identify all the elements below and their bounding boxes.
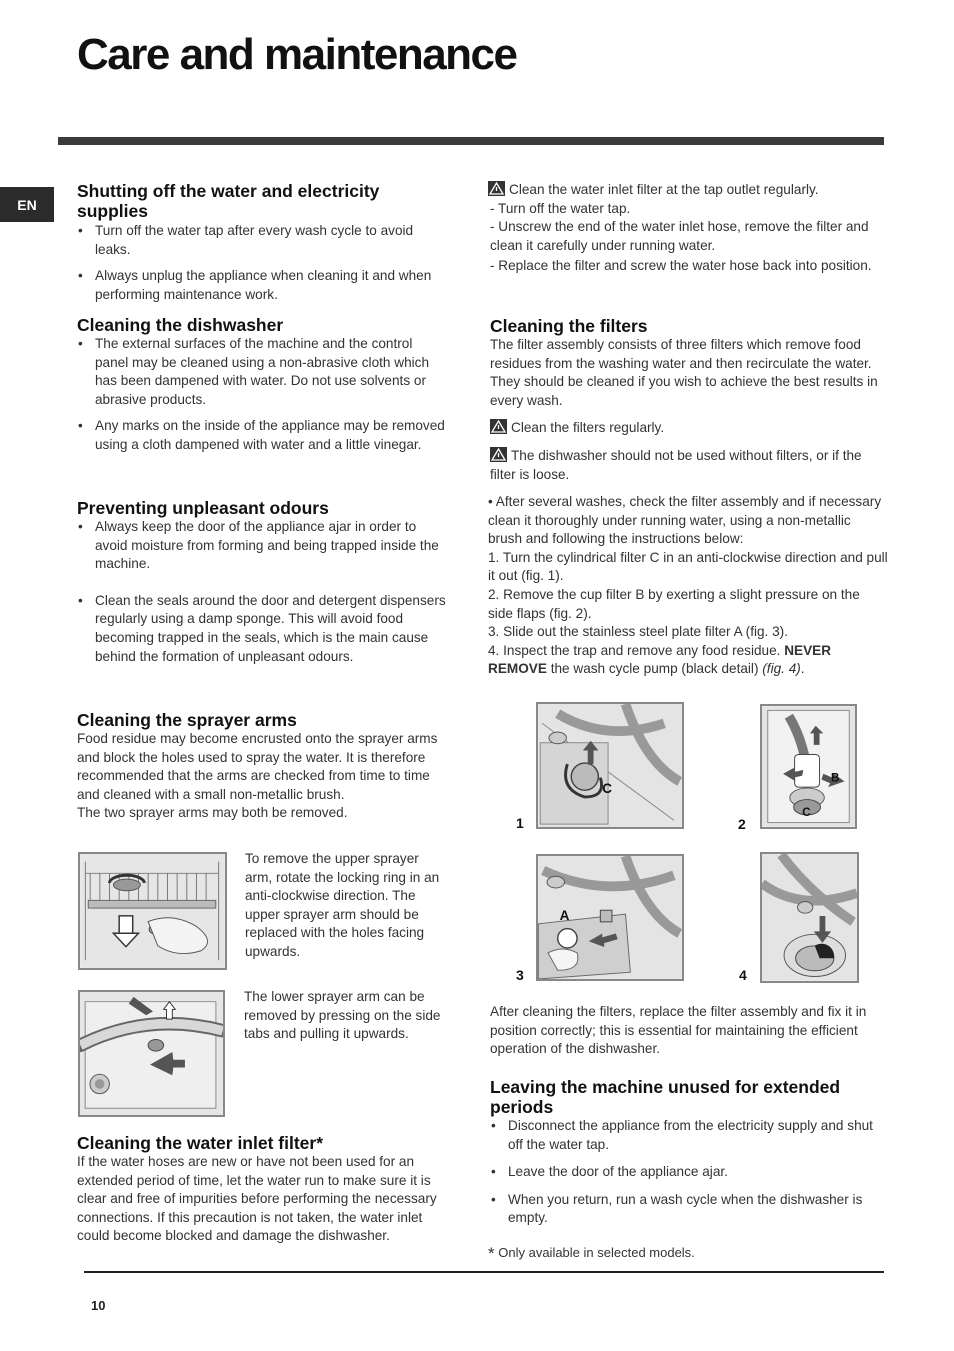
inlet-body: If the water hoses are new or have not been used for an extended period of time, let the water run to make sure it is clear and free of impurities before performing the necessary connections. If this precaution is not taken, the water inlet could become blocked and damage the dishwasher. [77,1154,437,1244]
warning-icon [490,419,507,434]
list-item: • Clean the seals around the door and detergent dispensers regularly using a damp sponge. This will avoid food becoming trapped in the seals, which is the main cause behind the formation of unpleasant odours. [77,592,447,666]
footnote-text: Only available in selected models. [498,1245,695,1260]
filter-c-illustration [538,704,682,827]
never-remove-warning: NEVER REMOVE [488,642,832,677]
heading-filters: Cleaning the filters [490,316,648,336]
inlet-step: - Turn off the water tap. [490,200,631,216]
heading-odours: Preventing unpleasant odours [77,498,329,518]
section-inlet-steps [488,181,888,277]
filter-step-4: 4. Inspect the trap and remove any food residue. NEVER REMOVE the wash cycle pump (black detail) (fig. 4). [488,642,832,677]
filter-step-intro: • After several washes, check the filter assembly and if necessary clean it thoroughly under running water, using a non-metallic brush and following the instructions below: [488,494,882,547]
filter-b-illustration [762,706,855,827]
figure-filter-2 [760,704,857,829]
section-odours [77,498,447,666]
filters-warning-2: The dishwasher should not be used without filters, or if the filter is loose. [490,447,862,482]
figure-letter: B [831,772,840,785]
section-shutoff [77,181,447,304]
figure-letter: A [559,907,570,923]
footnote-star: * [488,1244,495,1263]
figure-filter-3 [536,854,684,981]
section-sprayer [77,710,449,823]
footnote [488,1244,695,1264]
heading-sprayer: Cleaning the sprayer arms [77,710,297,730]
filter-a-illustration [538,856,682,979]
figure-number: 4 [739,967,747,983]
figure-filter-4 [760,852,859,983]
figure-letter: C [802,806,811,819]
section-filters [490,316,886,484]
section-cleaning-dishwasher [77,315,447,455]
footer-rule [84,1271,884,1273]
filter-step: 2. Remove the cup filter B by exerting a slight pressure on the side flaps (fig. 2). [488,586,860,621]
section-unused [490,1077,890,1228]
inlet-step: - Unscrew the end of the water inlet hose, remove the filter and clean it carefully under running water. [490,219,869,253]
list-item: • Leave the door of the appliance ajar. [490,1163,890,1182]
filter-step: 3. Slide out the stainless steel plate filter A (fig. 3). [488,624,788,640]
list-item: • Any marks on the inside of the appliance may be removed using a cloth dampened with water and a little vinegar. [77,417,447,454]
heading-cleaning-dishwasher: Cleaning the dishwasher [77,315,284,335]
list-item: • Disconnect the appliance from the electricity supply and shut off the water tap. [490,1117,890,1154]
page-number: 10 [91,1298,106,1313]
list-item: • Turn off the water tap after every wash cycle to avoid leaks. [77,222,447,259]
sprayer-body2: The two sprayer arms may both be removed. [77,805,348,821]
title-rule [58,137,884,145]
figure-filter-1 [536,702,684,829]
list-item: • The external surfaces of the machine and the control panel may be cleaned using a non-abrasive cloth which has been dampened with water. Do not use solvents or abrasive products. [77,335,447,409]
figure-letter: C [602,781,613,797]
inlet-step: - Replace the filter and screw the water hose back into position. [490,258,872,274]
filters-warning-1: Clean the filters regularly. [511,420,665,436]
filters-body: The filter assembly consists of three filters which remove food residues from the washing water and then recirculate the water. They should be cleaned if you wish to achieve the best results in every wash. [490,337,878,408]
filters-after-text: After cleaning the filters, replace the filter assembly and fix it in position correctly; this is essential for maintaining the efficient operation of the dishwasher. [490,1004,867,1057]
upper-sprayer-text: To remove the upper sprayer arm, rotate the locking ring in an anti-clockwise direction. The upper sprayer arm should be replaced with the holes facing upwards. [245,851,440,959]
list-item: • Always unplug the appliance when cleaning it and when performing maintenance work. [77,267,447,304]
warning-icon [488,181,505,196]
figure-lower-sprayer [78,990,225,1117]
inlet-warning: Clean the water inlet filter at the tap outlet regularly. [509,182,819,197]
heading-unused: Leaving the machine unused for extended periods [490,1077,841,1117]
heading-inlet: Cleaning the water inlet filter* [77,1133,324,1153]
lower-sprayer-text: The lower sprayer arm can be removed by pressing on the side tabs and pulling it upwards. [244,989,441,1042]
section-filter-steps [488,493,888,679]
figure-upper-sprayer [78,852,227,970]
warning-icon [490,447,507,462]
filter-step: 1. Turn the cylindrical filter C in an anti-clockwise direction and pull it out (fig. 1). [488,549,888,584]
heading-shutoff: Shutting off the water and electricity supplies [77,181,380,221]
list-item: • When you return, run a wash cycle when the dishwasher is empty. [490,1191,890,1228]
figure-number: 3 [516,967,524,983]
language-tab: EN [0,187,54,222]
lower-sprayer-illustration [80,992,223,1115]
upper-sprayer-illustration [80,854,225,968]
list-item: • Always keep the door of the appliance ajar in order to avoid moisture from forming and being trapped inside the machine. [77,518,447,574]
page-title: Care and maintenance [77,30,517,79]
trap-pump-illustration [762,854,857,981]
figure-number: 1 [516,815,524,831]
figure-number: 2 [738,816,746,832]
sprayer-body: Food residue may become encrusted onto the sprayer arms and block the holes used to spray the water. It is therefore recommended that the arms are checked from time to time and cleaned with a small non-metallic brush. [77,731,438,802]
section-inlet [77,1133,447,1246]
